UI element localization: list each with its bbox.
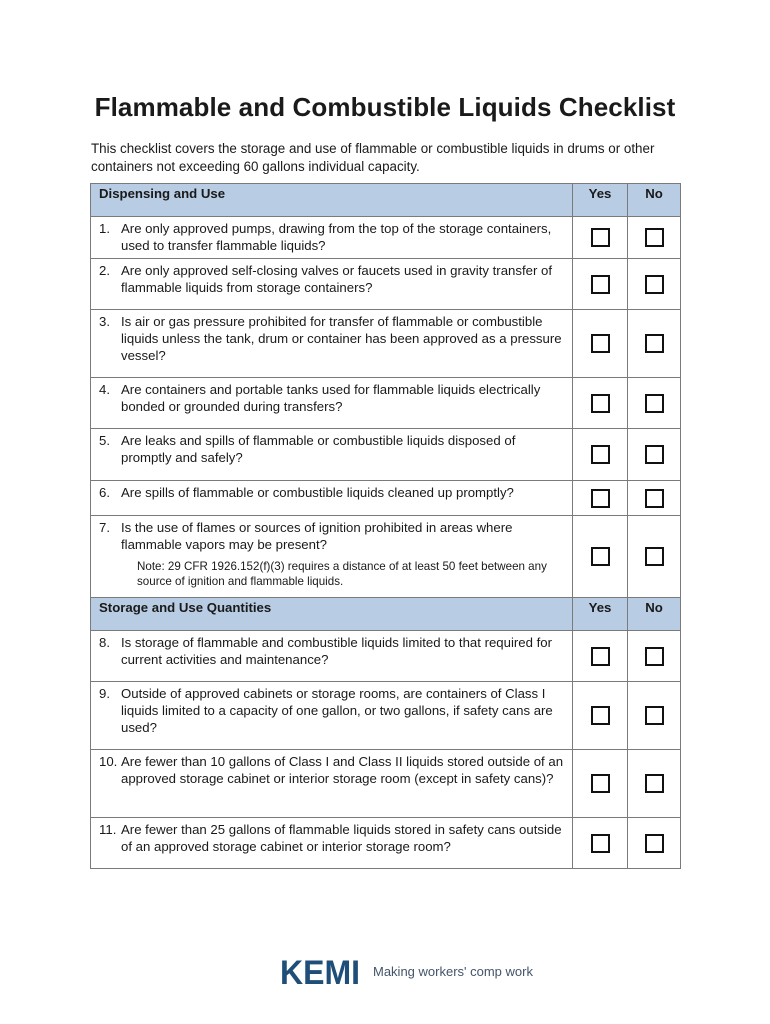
question-text: Are only approved self-closing valves or faucets used in gravity transfer of flammable liquids from storage containers? [121,263,553,295]
yes-checkbox[interactable] [591,489,610,508]
no-checkbox[interactable] [645,547,664,566]
checklist-row [91,516,681,598]
section-header-dispensing [91,184,681,217]
no-checkbox[interactable] [645,275,664,294]
no-checkbox[interactable] [645,228,664,247]
checklist-row [91,750,681,818]
question-number: 6. [99,485,110,500]
question-number: 11. [99,822,117,837]
no-checkbox[interactable] [645,489,664,508]
checklist-row [91,217,681,259]
question-number: 5. [99,433,110,448]
section-title: Storage and Use Quantities [91,598,573,631]
question-text: Is storage of flammable and combustible liquids limited to that required for current activities and maintenance? [121,635,553,667]
section-title: Dispensing and Use [91,184,573,217]
checklist-row [91,429,681,481]
yes-checkbox[interactable] [591,275,610,294]
checklist-row [91,378,681,429]
page-title: Flammable and Combustible Liquids Checklist [94,92,676,122]
question-text: Are leaks and spills of flammable or combustible liquids disposed of promptly and safely? [121,433,516,465]
checklist-row [91,818,681,869]
yes-checkbox[interactable] [591,774,610,793]
yes-checkbox[interactable] [591,647,610,666]
no-checkbox[interactable] [645,445,664,464]
no-checkbox[interactable] [645,774,664,793]
question-text: Is air or gas pressure prohibited for transfer of flammable or combustible liquids unless the tank, drum or container has been approved as a pressure vessel? [121,314,562,363]
no-checkbox[interactable] [645,394,664,413]
checklist-row [91,481,681,516]
question-number: 8. [99,635,110,650]
yes-checkbox[interactable] [591,394,610,413]
question-number: 3. [99,314,110,329]
yes-checkbox[interactable] [591,445,610,464]
yes-checkbox[interactable] [591,706,610,725]
regulation-note: Note: 29 CFR 1926.152(f)(3) requires a distance of at least 50 feet between any source of ignition and flammable liquids. [137,560,547,588]
no-checkbox[interactable] [645,706,664,725]
no-column-header: No [628,598,681,631]
question-number: 9. [99,686,110,701]
question-text: Are fewer than 25 gallons of flammable liquids stored in safety cans outside of an approved storage cabinet or interior storage room? [121,822,562,854]
no-checkbox[interactable] [645,647,664,666]
footer [280,955,533,987]
question-number: 7. [99,520,110,535]
yes-checkbox[interactable] [591,228,610,247]
question-text: Are spills of flammable or combustible liquids cleaned up promptly? [121,485,514,500]
checklist-row [91,682,681,750]
question-number: 1. [99,221,110,236]
no-checkbox[interactable] [645,834,664,853]
question-text: Are fewer than 10 gallons of Class I and Class II liquids stored outside of an approved storage cabinet or interior storage room (except in safety cans)? [121,754,564,786]
yes-column-header: Yes [573,184,628,217]
yes-checkbox[interactable] [591,834,610,853]
checklist-table [90,183,681,869]
question-text: Is the use of flames or sources of ignition prohibited in areas where flammable vapors may be present? [121,520,513,552]
question-number: 10. [99,754,118,769]
no-checkbox[interactable] [645,334,664,353]
question-text: Outside of approved cabinets or storage rooms, are containers of Class I liquids limited to a capacity of one gallon, or two gallons, if safety cans are used? [121,686,553,735]
no-column-header: No [628,184,681,217]
yes-checkbox[interactable] [591,334,610,353]
question-number: 2. [99,263,110,278]
checklist-row [91,259,681,310]
kemi-logo [280,955,360,987]
section-header-storage [91,598,681,631]
kemi-logo-text: KEMI [280,955,360,987]
question-number: 4. [99,382,110,397]
question-text: Are only approved pumps, drawing from the top of the storage containers, used to transfer flammable liquids? [121,221,552,253]
yes-column-header: Yes [573,598,628,631]
yes-checkbox[interactable] [591,547,610,566]
intro-text: This checklist covers the storage and use of flammable or combustible liquids in drums or other containers not exceeding 60 gallons individual capacity. [91,141,655,174]
tagline: Making workers' comp work [373,963,533,979]
checklist-row [91,631,681,682]
checklist-row [91,310,681,378]
question-text: Are containers and portable tanks used for flammable liquids electrically bonded or grounded during transfers? [121,382,541,414]
